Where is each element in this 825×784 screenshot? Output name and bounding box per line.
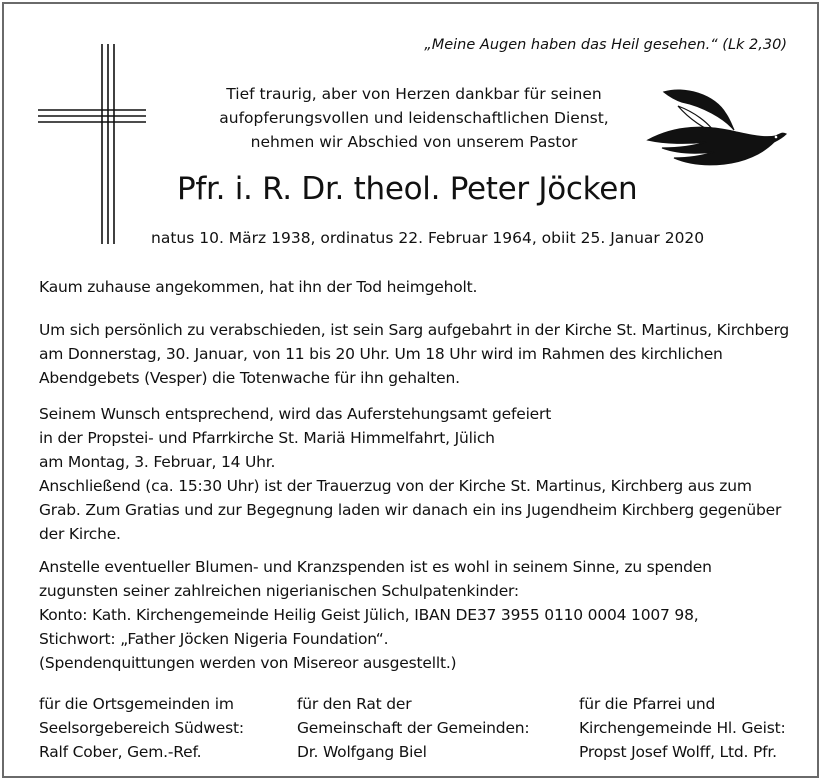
text-line: Grab. Zum Gratias und zur Begegnung laden wir danach ein ins Jugendheim Kirchberg gegenüber	[39, 501, 782, 519]
text-line: Anstelle eventueller Blumen- und Kranzspenden ist es wohl in seinem Sinne, zu spenden	[39, 558, 712, 576]
paragraph-4	[39, 555, 712, 675]
intro-line: aufopferungsvollen und leidenschaftlichen Dienst,	[219, 109, 609, 127]
signature-line: Ralf Cober, Gem.-Ref.	[39, 743, 202, 761]
text-line: am Donnerstag, 30. Januar, von 11 bis 20 Uhr. Um 18 Uhr wird im Rahmen des kirchlichen	[39, 345, 723, 363]
signature-line: für die Pfarrei und	[579, 695, 716, 713]
text-line: Stichwort: „Father Jöcken Nigeria Foundation“.	[39, 630, 389, 648]
deceased-name: Pfr. i. R. Dr. theol. Peter Jöcken	[177, 171, 638, 207]
paragraph-3	[39, 402, 781, 546]
text-line: zugunsten seiner zahlreichen nigerianischen Schulpatenkinder:	[39, 582, 519, 600]
text-line: Seinem Wunsch entsprechend, wird das Auferstehungsamt gefeiert	[39, 405, 552, 423]
paragraph-1	[39, 275, 477, 299]
intro-line: Tief traurig, aber von Herzen dankbar für seinen	[226, 85, 602, 103]
text-line: Anschließend (ca. 15:30 Uhr) ist der Trauerzug von der Kirche St. Martinus, Kirchberg aus zum	[39, 477, 752, 495]
text-line: der Kirche.	[39, 525, 121, 543]
text-line: Konto: Kath. Kirchengemeinde Heilig Geist Jülich, IBAN DE37 3955 0110 0004 1007 98,	[39, 606, 699, 624]
text-line: (Spendenquittungen werden von Misereor ausgestellt.)	[39, 654, 457, 672]
text-line: Kaum zuhause angekommen, hat ihn der Tod heimgeholt.	[39, 278, 478, 296]
signature-block-2	[297, 692, 529, 764]
signature-line: Seelsorgebereich Südwest:	[39, 719, 244, 737]
cross-icon	[36, 42, 148, 247]
signature-line: Gemeinschaft der Gemeinden:	[297, 719, 530, 737]
bible-quote: „Meine Augen haben das Heil gesehen.“ (Lk 2,30)	[424, 37, 787, 53]
life-dates: natus 10. März 1938, ordinatus 22. Februar 1964, obiit 25. Januar 2020	[151, 229, 705, 247]
signature-line: für die Ortsgemeinden im	[39, 695, 234, 713]
paragraph-2	[39, 318, 789, 390]
signature-block-1	[39, 692, 244, 764]
signature-line: Dr. Wolfgang Biel	[297, 743, 427, 761]
text-line: Abendgebets (Vesper) die Totenwache für ihn gehalten.	[39, 369, 460, 387]
dove-icon	[644, 84, 794, 184]
text-line: in der Propstei- und Pfarrkirche St. Mariä Himmelfahrt, Jülich	[39, 429, 495, 447]
signature-line: Kirchengemeinde Hl. Geist:	[579, 719, 786, 737]
obituary-notice	[2, 2, 819, 778]
signature-line: für den Rat der	[297, 695, 412, 713]
signature-line: Propst Josef Wolff, Ltd. Pfr.	[579, 743, 777, 761]
intro-text	[179, 82, 649, 154]
text-line: Um sich persönlich zu verabschieden, ist sein Sarg aufgebahrt in der Kirche St. Martinus, Kirchberg	[39, 321, 789, 339]
intro-line: nehmen wir Abschied von unserem Pastor	[250, 133, 578, 151]
signature-block-3	[579, 692, 786, 764]
text-line: am Montag, 3. Februar, 14 Uhr.	[39, 453, 276, 471]
